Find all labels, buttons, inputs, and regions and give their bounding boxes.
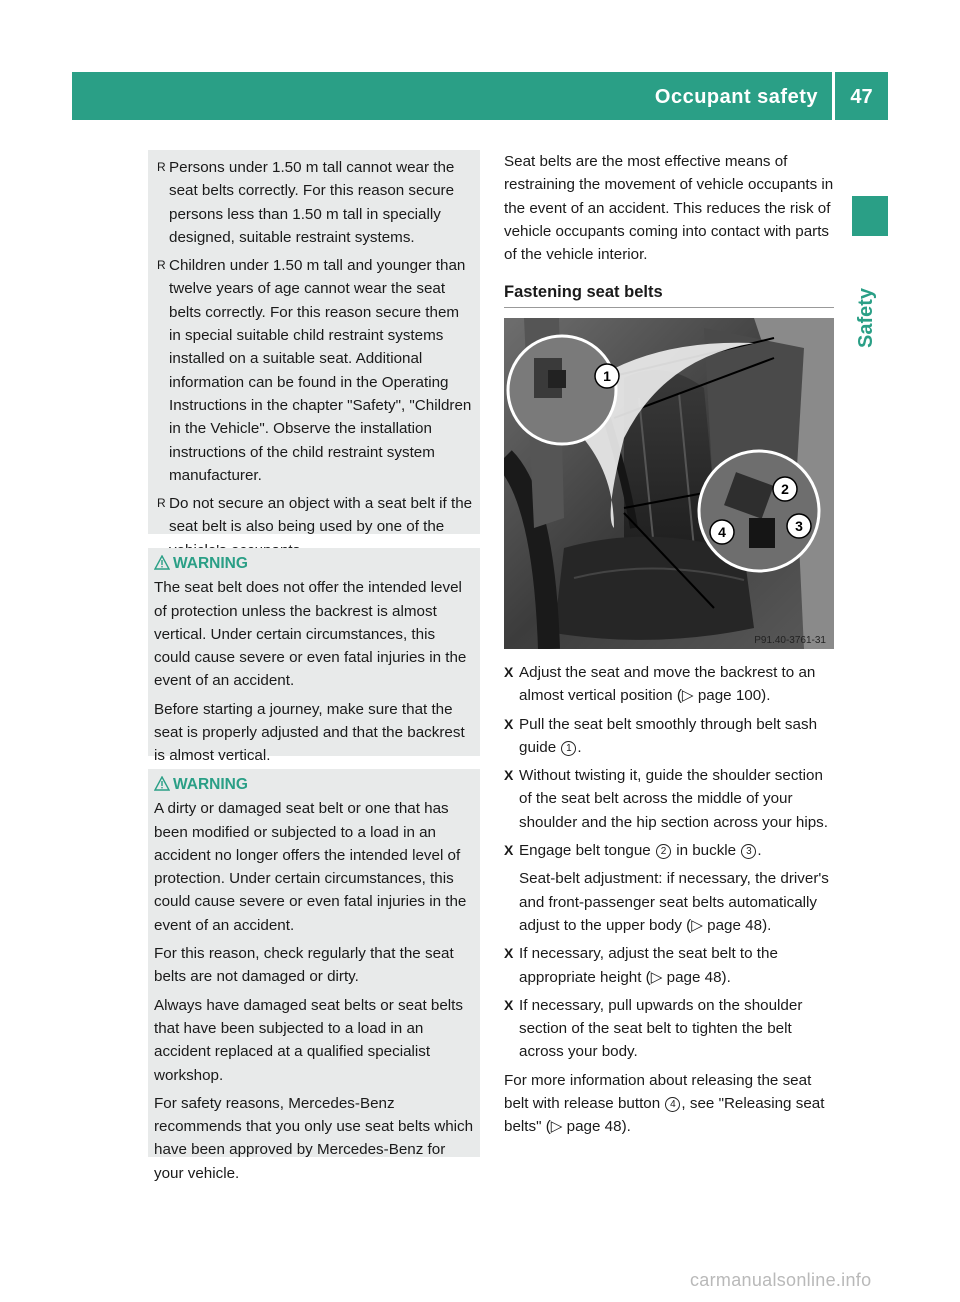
warning-title: WARNING (173, 776, 248, 793)
page-reference-link[interactable]: page 48 (666, 968, 722, 986)
seat-illustration (504, 318, 834, 649)
intro-paragraph: Seat belts are the most effective means of restraining the movement of vehicle occupants in the event of an accident. This reduces the risk of vehicle occupants coming into contact with parts of the vehicle interior. (504, 153, 834, 264)
warning-paragraph: Always have damaged seat belts or seat belts that have been subjected to a load in an accident replaced at a qualified specialist workshop. (154, 996, 463, 1084)
section-heading: Fastening seat belts (504, 283, 834, 308)
restraint-notes-panel (148, 150, 480, 534)
callout-label: 3 (795, 518, 803, 534)
bullet-text: Persons under 1.50 m tall cannot wear the seat belts correctly. For this reason secure persons less than 1.50 m tall in specially designed, suitable restraint systems. (169, 159, 455, 246)
watermark: carmanualsonline.info (690, 1270, 872, 1290)
step-glyph: X (504, 767, 514, 784)
warning-box-damaged-belt (148, 769, 480, 1182)
step-subtext: Seat-belt adjustment: if necessary, the driver's and front-passenger seat belts automatically adjust to the upper body (▷ page 48). (519, 870, 829, 934)
side-tab-marker (852, 196, 888, 236)
page-ref-arrow-icon: ▷ (691, 916, 708, 934)
seat-belt-photo (504, 318, 834, 649)
page-ref-arrow-icon: ▷ (681, 687, 698, 705)
list-item: X If necessary, adjust the seat belt to the appropriate height (▷ page 48). (504, 942, 836, 989)
page-reference-link[interactable]: page 100 (697, 687, 762, 705)
callout-label: 1 (603, 368, 611, 384)
instruction-steps (504, 661, 836, 1139)
page-ref-arrow-icon: ▷ (550, 1118, 567, 1136)
closing-paragraph: For more information about releasing the seat belt with release button 4 , see "Releasing seat belts" (▷ page 48). (504, 1071, 825, 1136)
bullet-glyph: R (157, 496, 166, 511)
step-glyph: X (504, 996, 514, 1013)
callout-number: 3 (741, 844, 756, 859)
intro-text (504, 150, 834, 266)
list-item (154, 156, 474, 249)
bullet-glyph: R (157, 258, 166, 273)
callout-label: 4 (718, 524, 726, 540)
warning-triangle-icon (154, 776, 170, 791)
step-glyph: X (504, 945, 514, 962)
page-ref-arrow-icon: ▷ (650, 968, 667, 986)
warning-paragraph: The seat belt does not offer the intended level of protection unless the backrest is almost vertical. Under certain circumstances, this could cause severe or even fatal injuries in the event of an accident. (154, 579, 467, 690)
bullet-text: Children under 1.50 m tall and younger than twelve years of age cannot wear the seat belts correctly. For this reason secure them in special suitable child restraint systems installed on a suitable seat. Additional information can be found in the Operating Instructions in the chapter "Safety", "Children in the Vehicle". Observe the installation instructions of the child restraint system manufacturer. (169, 257, 472, 484)
callout-number: 4 (665, 1097, 680, 1112)
warning-paragraph: For this reason, check regularly that the seat belts are not damaged or dirty. (154, 945, 454, 986)
list-item: X Pull the seat belt smoothly through belt sash guide 1 . (504, 713, 836, 760)
page-number: 47 (850, 86, 873, 108)
warning-paragraph: Before starting a journey, make sure that the seat is properly adjusted and that the backrest is almost vertical. (154, 700, 465, 765)
list-item (154, 254, 474, 487)
callout-label: 2 (781, 481, 789, 497)
warning-triangle-icon (154, 555, 170, 570)
warning-paragraph: A dirty or damaged seat belt or one that has been modified or subjected to a load in an accident no longer offers the intended level of protection. Under certain circumstances, this could cause severe or even fatal injuries in the event of an accident. (154, 800, 467, 934)
callout-number: 2 (656, 844, 671, 859)
photo-code: P91.40-3761-31 (754, 635, 826, 646)
list-item: X If necessary, pull upwards on the shoulder section of the seat belt to tighten the belt across your body. (504, 994, 836, 1064)
warning-title: WARNING (173, 555, 248, 572)
callout-number: 1 (561, 741, 576, 756)
bullet-glyph: R (157, 160, 166, 174)
chapter-title: Occupant safety (654, 86, 818, 108)
list-item: X Engage belt tongue 2 in buckle 3 . Seat-belt adjustment: if necessary, the driver's and front-passenger seat belts automatically adjust to the upper body (▷ page 48). (504, 839, 836, 937)
step-glyph: X (504, 715, 514, 732)
warning-paragraph: For safety reasons, Mercedes-Benz recommends that you only use seat belts which have been approved by Mercedes-Benz for your vehicle. (154, 1094, 474, 1182)
bullet-text: Do not secure an object with a seat belt if the seat belt is also being used by one of the (169, 495, 473, 536)
page-reference-link[interactable]: page 48 (566, 1118, 622, 1136)
warning-box-backrest (148, 548, 480, 765)
list-item: X Adjust the seat and move the backrest to an almost vertical position (▷ page 100). (504, 661, 836, 708)
side-tab-label: Safety (855, 287, 877, 348)
step-glyph: X (504, 664, 514, 680)
page-reference-link[interactable]: page 48 (707, 916, 763, 934)
list-item: X Without twisting it, guide the shoulder section of the seat belt across the middle of your shoulder and the hip section across your hips. (504, 764, 836, 834)
step-glyph: X (504, 842, 514, 859)
